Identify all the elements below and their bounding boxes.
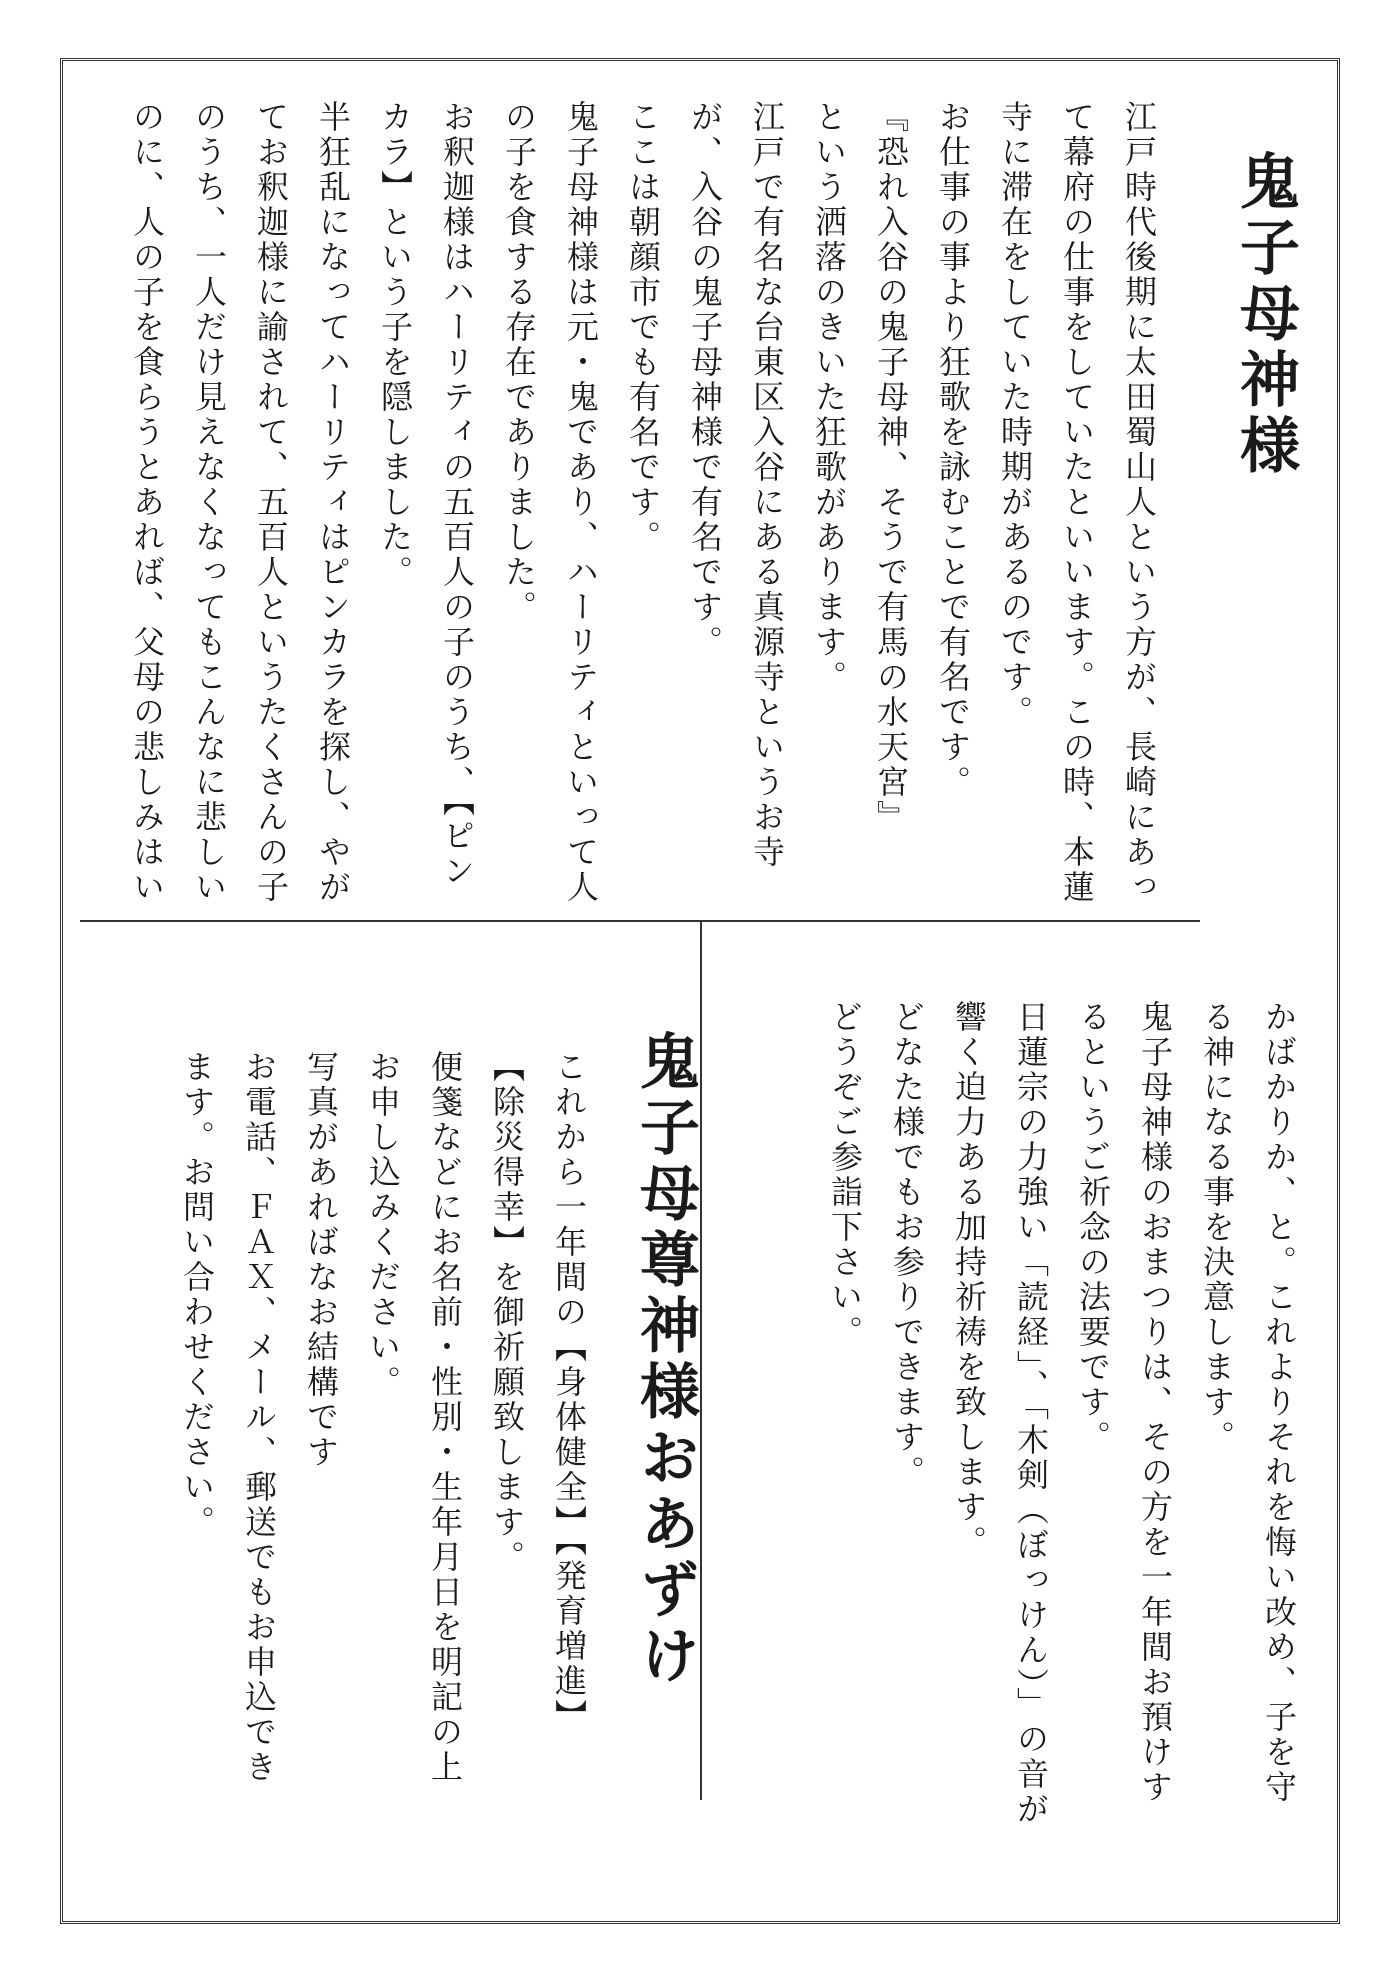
text-line: が、入谷の鬼子母神様で有名です。: [686, 100, 724, 660]
text-line: どなた様でもお参りできます。: [888, 1000, 926, 1490]
section1-title: 鬼子母神様: [1230, 150, 1300, 480]
section2-body: [140, 1050, 600, 1900]
text-line: 寺に滞在をしていた時期があるのです。: [996, 100, 1034, 730]
text-line: る神になる事を決意します。: [1198, 1000, 1236, 1455]
text-line: これから一年間の【身体健全】【発育増進】: [550, 1050, 588, 1734]
text-line: という洒落のきいた狂歌があります。: [810, 100, 848, 695]
section1-cont-body: [790, 1000, 1310, 1900]
text-line: お仕事の事より狂歌を詠むことで有名です。: [934, 100, 972, 800]
text-line: カラ】という子を隠しました。: [376, 100, 414, 590]
vertical-divider: [700, 920, 702, 1800]
text-line: ます。お問い合わせください。: [178, 1050, 216, 1540]
text-line: ここは朝顔市でも有名です。: [624, 100, 662, 555]
text-line: お釈迦様はハーリティの五百人の子のうち、【ピン: [438, 100, 476, 889]
text-line: のに、人の子を食らうとあれば、父母の悲しみはい: [128, 100, 166, 905]
text-line: てお釈迦様に諭されて、五百人というたくさんの子: [252, 100, 290, 905]
text-line: 便箋などにお名前・性別・生年月日を明記の上: [426, 1050, 464, 1785]
text-line: 響く迫力ある加持祈祷を致します。: [950, 1000, 988, 1560]
text-line: 江戸で有名な台東区入谷にある真源寺というお寺: [748, 100, 786, 870]
text-line: 鬼子母神様は元・鬼であり、ハーリティといって人: [562, 100, 600, 905]
text-line: 日蓮宗の力強い「読経」、「木剣（ぼっけん）」の音が: [1012, 1000, 1050, 1827]
text-line: お申し込みください。: [364, 1050, 402, 1400]
text-line: 半狂乱になってハーリティはピンカラを探し、やが: [314, 100, 352, 905]
text-line: のうち、一人だけ見えなくなってもこんなに悲しい: [190, 100, 228, 905]
text-line: どうぞご参詣下さい。: [826, 1000, 864, 1350]
text-line: かばかりか、と。これよりそれを悔い改め、子を守: [1260, 1000, 1298, 1805]
section1-body: [100, 100, 1170, 905]
text-line: 【除災得幸】を御祈願致します。: [488, 1050, 526, 1575]
section2-title: 鬼子母尊神様おあずけ: [630, 1030, 700, 1690]
text-line: 江戸時代後期に太田蜀山人という方が、長崎にあっ: [1120, 100, 1158, 905]
text-line: の子を食する存在でありました。: [500, 100, 538, 625]
horizontal-divider: [80, 920, 1200, 922]
text-line: 鬼子母神様のおまつりは、その方を一年間お預けす: [1136, 1000, 1174, 1805]
text-line: 『恐れ入谷の鬼子母神、そうで有馬の水天宮』: [872, 100, 910, 835]
text-line: て幕府の仕事をしていたといいます。この時、本蓮: [1058, 100, 1096, 905]
text-line: るというご祈念の法要です。: [1074, 1000, 1112, 1455]
text-line: お電話、ＦＡＸ、メール、郵送でもお申込でき: [240, 1050, 278, 1785]
text-line: 写真があればなお結構です: [302, 1050, 340, 1470]
